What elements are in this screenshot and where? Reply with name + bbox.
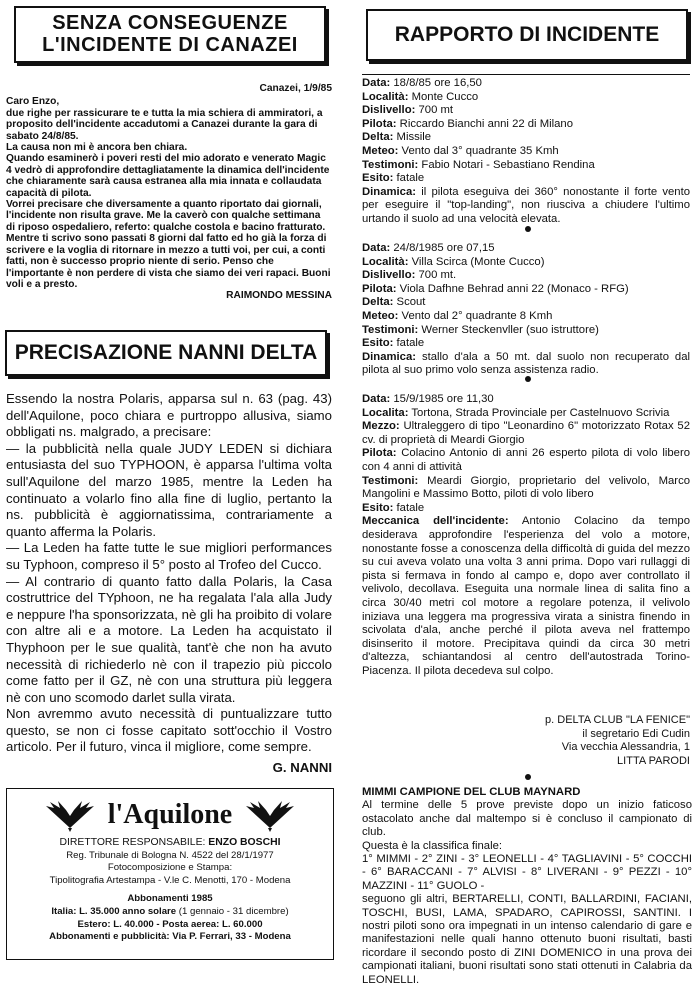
signature-line: p. DELTA CLUB "LA FENICE"	[545, 714, 690, 726]
italy-period: (1 gennaio - 31 dicembre)	[178, 905, 289, 917]
mimmi-rest: seguono gli altri, BERTARELLI, CONTI, BALLARDINI, FACIANI, TOSCHI, BUSI, LAMA, SPADARO, CAPIROSSI, SANTINI. I nostri piloti sono ora impegnati in un intenso calendario di gare e manifestazioni nelle quali hanno ottenuto buoni risultati, basti ricordare il secondo posto di ZINI DOMENICO in una prova dei campionati italiani, buoni risultati sono stati ottenuti in Calabria da LEONELLI.	[362, 893, 692, 986]
report-witnesses: Meardi Giorgio, proprietario del velivolo, Marco Mangolini e Massimo Botto, piloti di volo libero	[362, 474, 690, 501]
separator-line	[362, 74, 690, 75]
report-pilot: Viola Dafhne Behrad anni 22 (Monaco - RFG)	[399, 282, 629, 295]
senza-title	[14, 6, 326, 63]
label: Data:	[362, 77, 391, 89]
report-2	[362, 242, 690, 378]
precisazione-title: PRECISAZIONE NANNI DELTA	[5, 330, 327, 376]
registration: Reg. Tribunale di Bologna N. 4522 del 28/1/1977	[66, 849, 274, 861]
prec-paragraph: Essendo la nostra Polaris, apparsa sul n. 63 (pag. 43) dell'Aquilone, poco chiara e purtroppo allusiva, siamo obbligati ns. malgrado, a precisare:	[6, 391, 332, 440]
bullet-separator	[525, 774, 531, 780]
mimmi-list-intro: Questa è la classifica finale:	[362, 839, 503, 852]
report-dynamics: il pilota eseguiva dei 360° nonostante il forte vento per eseguire il "top-landing", non riusciva a chiudere l'ultimo urtando il suolo ad una velocità elevata.	[362, 185, 691, 225]
mimmi-intro: Al termine delle 5 prove previste dopo un inizio faticoso ostacolato anche dal maltempo si è concluso il campionato di club.	[362, 799, 692, 839]
director-name: ENZO BOSCHI	[208, 837, 281, 848]
contact: Abbonamenti e pubblicità: Via P. Ferrari, 33 - Modena	[49, 931, 291, 943]
mimmi-ranking: 1° MIMMI - 2° ZINI - 3° LEONELLI - 4° TAGLIAVINI - 5° COCCHI - 6° BARACCANI - 7° ALVISI - 8° LIVERANI - 9° PEZZI - 10° MAZZINI - 11° GUOLO -	[362, 853, 692, 892]
letter-paragraph: due righe per rassicurare te e tutta la mia schiera di ammiratori, a proposito dell'incidente accadutomi a Canazei durante la gara di sabato 24/8/85.	[6, 107, 323, 142]
report-pilot: Colacino Antonio di anni 26 esperto pilota di volo libero con 4 anni di attività	[362, 447, 690, 473]
label: Testimoni:	[362, 474, 419, 487]
label: Data:	[362, 393, 391, 405]
signature-line: LITTA PARODI	[617, 754, 690, 767]
abroad-label: Estero:	[77, 918, 111, 930]
report-witnesses: Werner Steckenvller (suo istruttore)	[421, 323, 599, 336]
prec-signature: G. NANNI	[272, 760, 332, 776]
senza-title-line2: L'INCIDENTE DI CANAZEI	[42, 34, 298, 56]
report-date: 24/8/1985 ore 07,15	[393, 242, 495, 254]
club-signature	[538, 714, 690, 768]
label: Testimoni:	[362, 158, 419, 171]
label: Dislivello:	[362, 269, 416, 282]
letter-paragraph: Vorrei precisare che diversamente a quanto riportato dai giornali, l'incidente non risulta grave. Me la caverò con qualche settimana di riposo ospedaliero, referto: qualche costola e bacino fratturato. Mentre ti scrivo sono passati 8 giorni dal fatto ed ho già la forza di scrivere e la voglia di ritornare in mezzo a tutti voi, per cui, a conti fatti, non è successo proprio niente di serio. Penso che l'importante è non perdere di vista che siamo dei veri rapaci. Buoni voli e a presto.	[6, 199, 331, 290]
label: Dinamica:	[362, 185, 416, 198]
label: Meteo:	[362, 309, 399, 322]
report-height: 700 mt.	[418, 269, 457, 282]
report-vehicle: Ultraleggero di tipo "Leonardino 6" motorizzato Rotax 52 cv. di proprietà di Meardi Giorgio	[362, 420, 690, 446]
letter-paragraph: La causa non mi è ancora ben chiara.	[6, 142, 188, 154]
label: Esito:	[362, 172, 394, 185]
senza-letter	[6, 83, 332, 302]
report-weather: Vento dal 3° quadrante 35 Kmh	[401, 144, 559, 157]
report-date: 15/9/1985 ore 11,30	[393, 393, 494, 405]
prec-paragraph: — Al contrario di quanto fatto dalla Polaris, la Casa costruttrice del TYphoon, ne ha regalata l'ala alla Judy e neppure l'ha sponsorizzata, nè gli ha proibito di volare con altre ali e a motore. La Leden ha acquistato il Thyphoon per le sue qualità, tant'è che non ha avuto necessità di richiederlo nè con il trapezio più piccolo come fatto per il GZ, nè con una struttura più leggera nè con uno scomodo darlet sulla virata.	[6, 573, 332, 705]
signature-line: il segretario Edi Cudin	[582, 727, 690, 740]
label: Pilota:	[362, 447, 397, 460]
report-weather: Vento dal 2° quadrante 8 Kmh	[401, 309, 553, 322]
prec-paragraph: Non avremmo avuto necessità di puntualizzare tutto questo, se non ci fosse capitato sott'occhio il Vostro articolo. Per il futuro, vinca il migliore, come sempre.	[6, 706, 332, 755]
director-label: DIRETTORE RESPONSABILE:	[59, 837, 206, 848]
eagle-right-icon	[244, 798, 296, 832]
report-outcome: fatale	[396, 337, 425, 350]
report-date: 18/8/85 ore 16,50	[393, 77, 482, 89]
subscriptions-title: Abbonamenti 1985	[127, 893, 213, 905]
report-location: Monte Cucco	[411, 90, 479, 103]
signature-line: Via vecchia Alessandria, 1	[561, 741, 690, 754]
report-delta: Missile	[396, 131, 432, 144]
report-outcome: fatale	[396, 501, 425, 514]
report-mechanics: Antonio Colacino da tempo desiderava approfondire l'esperienza del volo a motore, nonostante fosse a conoscenza della difficoltà di guida del mezzo su cui aveva volato una volta 3 anni prima. Dopo vari rullaggi di pista si fermava in fondo al campo e, dopo aver controllato il velivolo, decollava. Eseguita una normale linea di salita fino a circa 30/40 metri col motore a regolare potenza, il velivolo iniziava una leggera ma progressiva virata a sinistra finendo in scivolata d'ala, anche perché il pilota aveva nel frattempo disinserito il motore. Precipitava quindi da circa 30 metri d'altezza, schiantandosi al centro dell'autostrada Torino-Piacenza. Il pilota decedeva sul colpo.	[362, 515, 690, 677]
report-dynamics: stallo d'ala a 50 mt. dal suolo non recuperato dal pilota al suo primo volo senza assistenza radio.	[362, 350, 691, 377]
label: Meteo:	[362, 144, 399, 157]
senza-title-line1: SENZA CONSEGUENZE	[52, 12, 288, 34]
letter-place-date: Canazei, 1/9/85	[259, 83, 332, 94]
mimmi-article	[362, 786, 692, 987]
label: Esito:	[362, 501, 394, 514]
report-1	[362, 77, 690, 227]
photocomposition: Fotocomposizione e Stampa:	[107, 862, 233, 874]
label: Esito:	[362, 337, 394, 350]
label: Dislivello:	[362, 104, 416, 117]
label: Pilota:	[362, 117, 397, 130]
label: Localita:	[362, 406, 409, 419]
bullet-separator	[525, 226, 531, 232]
mimmi-title: MIMMI CAMPIONE DEL CLUB MAYNARD	[362, 786, 581, 798]
label: Dinamica:	[362, 350, 416, 363]
label: Delta:	[362, 296, 394, 309]
prec-paragraph: — La Leden ha fatte tutte le sue migliori performances su Typhoon, compreso il 5° posto al Trofeo del Cucco.	[6, 540, 332, 572]
report-location: Villa Scirca (Monte Cucco)	[411, 255, 545, 268]
label: Data:	[362, 242, 391, 254]
prec-paragraph: — la pubblicità nella quale JUDY LEDEN si dichiara entusiasta del suo TYPHOON, è apparsa l'ultima volta sull'Aquilone del marzo 1985, mentre la Leden ha continuato a volarlo fino alla fine di luglio, pertanto la ns. pubblicità è aggiornatissima, contrariamente a quanto afferma la Polaris.	[6, 440, 332, 539]
precisazione-body	[6, 391, 332, 777]
letter-paragraph: Quando esaminerò i poveri resti del mio adorato e venerato Magic 4 vedrò di approfondire dettagliatamente la dinamica dell'incidente che chiaramente sarà causa estranea alla mia innata e collaudata capacità di pilota.	[6, 153, 330, 199]
letter-paragraph: Caro Enzo,	[6, 96, 60, 108]
label: Mezzo:	[362, 420, 400, 433]
label: Pilota:	[362, 282, 397, 295]
bullet-separator	[525, 376, 531, 382]
rapporto-title: RAPPORTO DI INCIDENTE	[366, 9, 688, 61]
italy-label: Italia:	[51, 905, 77, 917]
report-outcome: fatale	[396, 172, 425, 185]
report-location: Tortona, Strada Provinciale per Castelnuovo Scrivia	[411, 406, 670, 419]
report-height: 700 mt	[418, 104, 454, 117]
label: Testimoni:	[362, 323, 419, 336]
report-delta: Scout	[396, 296, 426, 309]
label: Meccanica dell'incidente:	[362, 515, 509, 528]
report-3	[362, 393, 690, 678]
label: Delta:	[362, 131, 394, 144]
aquilone-logo: l'Aquilone	[107, 799, 233, 830]
masthead-box	[6, 788, 334, 960]
abroad-price: L. 40.000 - Posta aerea: L. 60.000	[113, 918, 263, 930]
letter-signature: RAIMONDO MESSINA	[226, 290, 332, 302]
report-witnesses: Fabio Notari - Sebastiano Rendina	[421, 158, 595, 171]
report-pilot: Riccardo Bianchi anni 22 di Milano	[399, 117, 573, 130]
italy-price: L. 35.000 anno solare	[79, 905, 177, 917]
label: Località:	[362, 255, 409, 268]
printer: Tipolitografia Artestampa - V.le C. Menotti, 170 - Modena	[49, 874, 291, 886]
eagle-left-icon	[44, 798, 96, 832]
label: Località:	[362, 90, 409, 103]
